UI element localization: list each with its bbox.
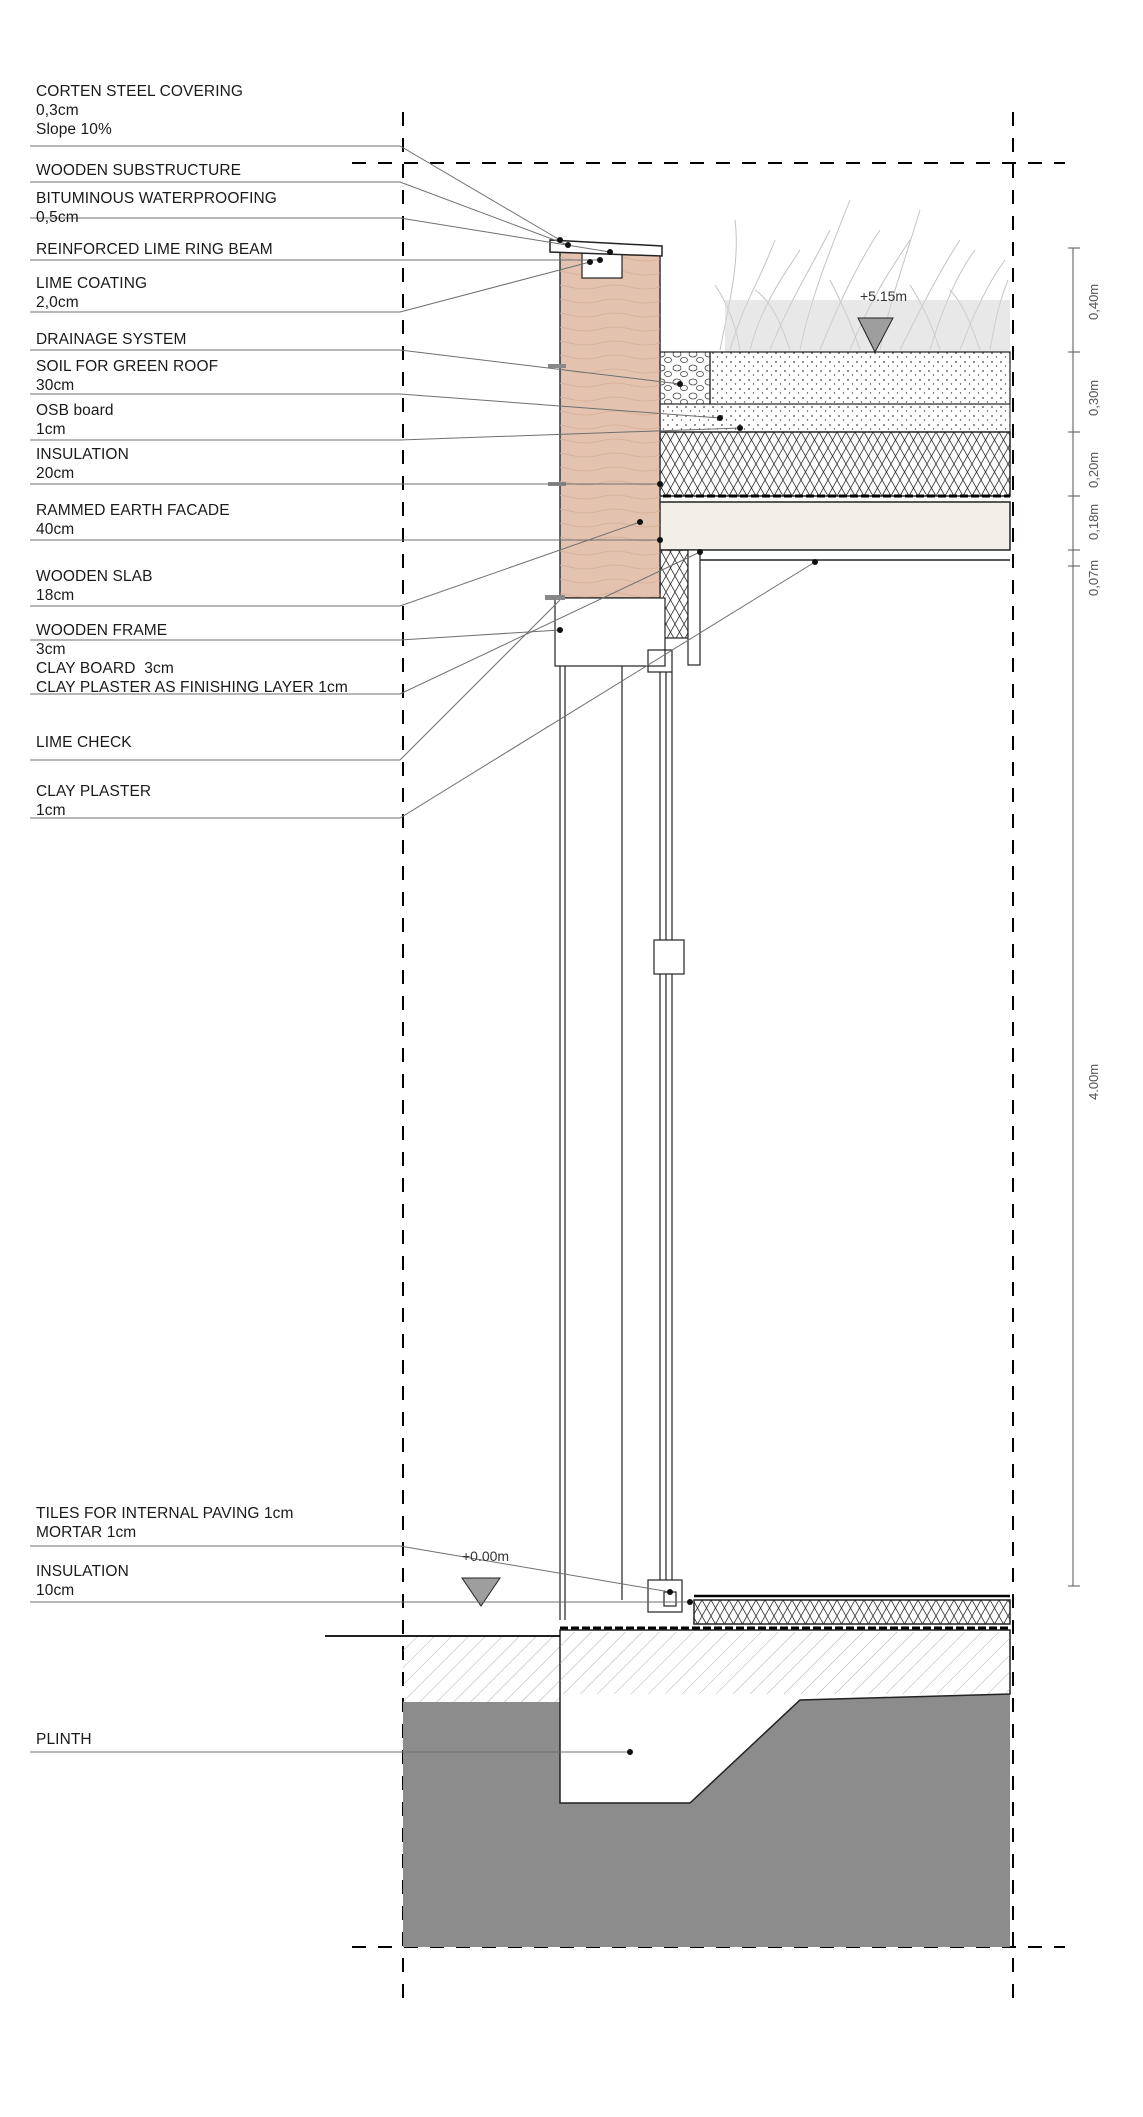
- label-corten: [36, 82, 243, 139]
- dim-020: 0,20m: [1086, 451, 1101, 488]
- label-sub: 3cm: [36, 641, 66, 658]
- ground-level-text: +0.00m: [462, 1548, 510, 1564]
- label-title: SOIL FOR GREEN ROOF: [36, 358, 219, 375]
- label-sub: 1cm: [36, 802, 66, 819]
- dim-007: 0,07m: [1086, 559, 1101, 596]
- label-sub: 40cm: [36, 521, 75, 538]
- label-sub: 0,5cm: [36, 209, 79, 226]
- label-title: LIME COATING: [36, 275, 148, 292]
- green-roof-soil: [710, 352, 1010, 404]
- label-sub: 20cm: [36, 465, 75, 482]
- label-title: CLAY PLASTER: [36, 783, 152, 800]
- label-sub: 18cm: [36, 587, 75, 604]
- label-clay-plaster: [36, 782, 151, 820]
- label-title: REINFORCED LIME RING BEAM: [36, 241, 273, 258]
- dim-018: 0,18m: [1086, 503, 1101, 540]
- label-title: CLAY BOARD 3cm: [36, 660, 174, 677]
- label-title: INSULATION: [36, 446, 129, 463]
- label-soil: [36, 357, 218, 395]
- label-sub: 0,3cm Slope 10%: [36, 102, 112, 138]
- label-title: DRAINAGE SYSTEM: [36, 331, 187, 348]
- label-sub: 1cm: [36, 421, 66, 438]
- label-wooden-slab: [36, 567, 153, 605]
- label-osb: [36, 401, 114, 439]
- floor-insulation: [694, 1600, 1010, 1624]
- label-title: WOODEN FRAME: [36, 622, 168, 639]
- lime-check: [545, 595, 565, 600]
- label-title: CORTEN STEEL COVERING: [36, 83, 244, 100]
- label-clay-board: [36, 659, 348, 697]
- label-title: RAMMED EARTH FACADE: [36, 502, 230, 519]
- label-title: TILES FOR INTERNAL PAVING 1cm: [36, 1505, 294, 1522]
- label-roof-insulation: [36, 445, 129, 483]
- label-title: OSB board: [36, 402, 114, 419]
- label-sub: CLAY PLASTER AS FINISHING LAYER 1cm: [36, 679, 348, 696]
- label-title: INSULATION: [36, 1563, 129, 1580]
- osb-and-soil: [652, 404, 1010, 432]
- plinth-hatch: [560, 1632, 1010, 1694]
- label-wooden-frame: [36, 621, 167, 659]
- label-rammed-earth: [36, 501, 230, 539]
- label-sub: MORTAR 1cm: [36, 1524, 137, 1541]
- label-title: WOODEN SUBSTRUCTURE: [36, 162, 242, 179]
- roof-insulation: [652, 432, 1010, 496]
- label-sub: 30cm: [36, 377, 75, 394]
- label-title: PLINTH: [36, 1731, 92, 1748]
- clay-board-top: [688, 550, 700, 665]
- label-sub: 10cm: [36, 1582, 75, 1599]
- roof-level-text: +5.15m: [860, 288, 908, 304]
- label-lime-check: [36, 733, 132, 752]
- label-sub: 2,0cm: [36, 294, 79, 311]
- window-frame: [560, 650, 684, 1620]
- label-lime-coating: [36, 274, 147, 312]
- dim-040: 0,40m: [1086, 283, 1101, 320]
- label-plinth: [36, 1730, 92, 1749]
- label-drainage: [36, 330, 187, 349]
- dim-400: 4.00m: [1086, 1063, 1101, 1100]
- label-substructure: [36, 161, 241, 180]
- label-title: LIME CHECK: [36, 734, 132, 751]
- label-waterproofing: [36, 189, 277, 227]
- dim-030: 0,30m: [1086, 379, 1101, 416]
- rammed-earth-grain: [560, 248, 660, 598]
- label-title: WOODEN SLAB: [36, 568, 153, 585]
- dimension-line: [1068, 248, 1080, 1586]
- label-floor-insulation: [36, 1562, 129, 1600]
- label-ring-beam: [36, 240, 273, 259]
- label-title: BITUMINOUS WATERPROOFING: [36, 190, 277, 207]
- label-tiles: [36, 1504, 294, 1542]
